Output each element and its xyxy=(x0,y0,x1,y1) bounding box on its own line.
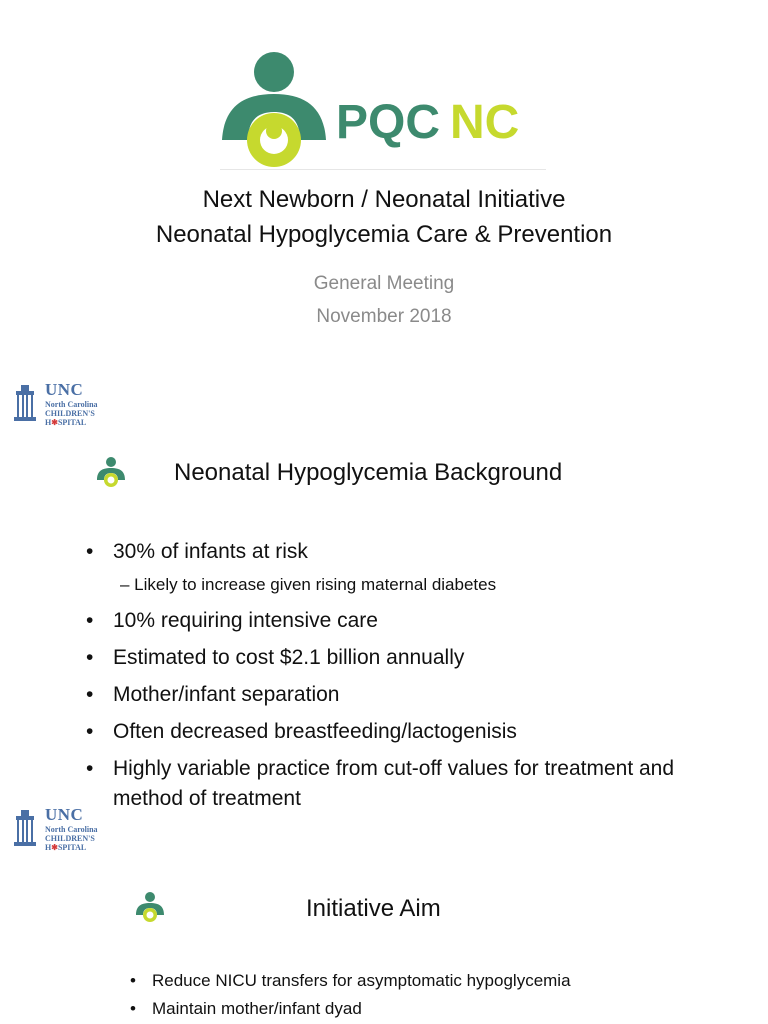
aim-bullet-list xyxy=(128,967,571,1023)
subtitle-line-2: November 2018 xyxy=(316,306,452,327)
unc-line-2: CHILDREN'S xyxy=(45,834,95,843)
title-line-2: Neonatal Hypoglycemia Care & Prevention xyxy=(155,221,613,248)
unc-name: UNC xyxy=(45,380,84,399)
title-line-1: Next Newborn / Neonatal Initiative xyxy=(202,186,566,213)
pqcnc-small-logo xyxy=(96,456,126,488)
mother-infant-icon xyxy=(96,456,126,488)
star-icon: ✱ xyxy=(51,418,58,427)
subtitle-line-1: General Meeting xyxy=(313,273,455,294)
list-item: • Estimated to cost $2.1 billion annually xyxy=(86,643,736,673)
aim-heading: Initiative Aim xyxy=(306,895,441,922)
logo-text-nc: NC xyxy=(450,96,520,149)
logo-text-pqc: PQC xyxy=(336,96,441,149)
unc-line-1: North Carolina xyxy=(45,400,98,409)
list-item: • Maintain mother/infant dyad xyxy=(128,995,571,1023)
unc-line-2: CHILDREN'S xyxy=(45,409,95,418)
star-icon: ✱ xyxy=(51,843,58,852)
bell-tower-icon xyxy=(12,808,38,852)
list-item: • Mother/infant separation xyxy=(86,680,736,710)
sub-bullet: – Likely to increase given rising maternal diabetes xyxy=(120,575,497,594)
list-item: • Highly variable practice from cut-off values for treatment and method of treatment xyxy=(86,754,736,814)
background-heading: Neonatal Hypoglycemia Background xyxy=(174,459,563,486)
unc-name: UNC xyxy=(45,805,84,824)
background-bullet-list-2 xyxy=(86,606,736,814)
background-bullet-list xyxy=(86,537,736,567)
unc-childrens-hospital-logo xyxy=(12,380,102,432)
unc-line-3: H✱SPITAL xyxy=(45,843,87,852)
list-item: • 10% requiring intensive care xyxy=(86,606,736,636)
mother-infant-icon xyxy=(135,891,165,923)
unc-line-1: North Carolina xyxy=(45,825,98,834)
pqcnc-small-logo xyxy=(135,891,165,923)
list-item: • Reduce NICU transfers for asymptomatic hypoglycemia xyxy=(128,967,571,995)
pqcnc-mother-infant-icon xyxy=(220,48,546,170)
pqcnc-logo xyxy=(220,48,546,170)
unc-line-3: H✱SPITAL xyxy=(45,418,87,427)
bell-tower-icon xyxy=(12,383,38,427)
logo-underline xyxy=(220,169,546,170)
list-item: • 30% of infants at risk xyxy=(86,537,736,567)
unc-childrens-hospital-logo xyxy=(12,805,102,857)
list-item: • Often decreased breastfeeding/lactogenisis xyxy=(86,717,736,747)
